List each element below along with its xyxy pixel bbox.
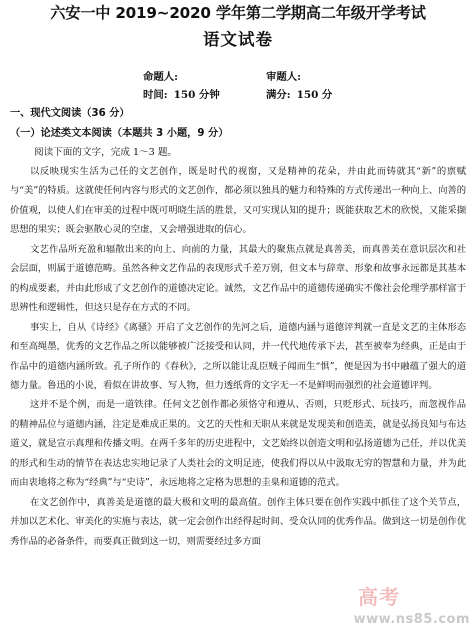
author-label: 命题人: xyxy=(143,71,179,83)
reading-instruction: 阅读下面的文字，完成 1～3 题。 xyxy=(34,147,178,158)
reviewer-label: 审题人: xyxy=(266,71,302,83)
score-value: 150 分 xyxy=(296,89,333,101)
author-field xyxy=(143,68,178,83)
passage-paragraph-3: 事实上，自从《诗经》《离骚》开启了文艺创作的先河之后，道德内涵与道德评判就一直是文艺的主体形态和至高绳墨，优秀的文艺作品之所以能够被广泛接受和认同，并一代代地传承下去，甚至被奉为经典，正是由于作品中的道德内涵所致。孔子所作的《春秋》，之所以能让乱臣贼子闻而生“惧”，便是因为书中融蕴了强大的道德力量。鲁迅的小说，看似在讲故事、写人物，但力透纸背的文字无一不是鲜明而强烈的社会道德评判。 xyxy=(10,321,466,391)
passage-paragraph-5: 在文艺创作中，真善美是道德的最大极和文明的最高值。创作主体只要在创作实践中抓住了这个关节点，并加以艺术化、审美化的实施与表达，就一定会创作出经得起时间、受众认同的优秀作品。做到这一切是创作优秀作品的必备条件，而要真正做到这一切，则需要经过多方面 xyxy=(10,496,466,547)
time-field xyxy=(143,86,220,101)
time-label: 时间: xyxy=(143,89,168,101)
score-label: 满分: xyxy=(266,89,291,101)
passage-body xyxy=(10,162,466,551)
watermark-badge: 高考 xyxy=(358,585,400,609)
watermark-url: www.ns85.com xyxy=(353,612,470,627)
section-subheading: （一）论述类文本阅读（本题共 3 小题，9 分） xyxy=(10,128,229,139)
passage-paragraph-1: 以反映现实生活为己任的文艺创作，既是时代的视窗，又是精神的花朵，并由此而铸就其“新”的禀赋与“美”的特质。这就使任何内容与形式的文艺创作，都必须以独具的魅力和特殊的方式传递出一种向上、向善的价值观，以使人们在审美的过程中既可明晓生活的胜景，又可实现认知的提升；既能获取艺术的欣悦，又能采撷思想的果实；既会驱散心灵的空虚，又会增强进取的信心。 xyxy=(10,166,466,236)
score-field xyxy=(266,86,332,101)
passage-paragraph-4: 这并不是个例，而是一道铁律。任何文艺创作都必须恪守和遵从、否则，只贬形式、玩技巧，而忽视作品的精神品位与道德内涵，注定是难成正果的。文艺的天性和天职从来就是发现美和创造美，就是弘扬良知与布达道义，就是宣示真理和传播文明。在两千多年的历史进程中，文艺始终以创造文明和弘扬道德为己任，并以优美的形式和生动的情节在表达忠实地记录了人类社会的文明足迹，使我们得以从中汲取无穷的智慧和力量，并为此而由衷地将之称为“经典”与“史诗”，永远地将之定格为思想的圭臬和道德的范式。 xyxy=(10,399,466,489)
exam-subtitle: 语文试卷 xyxy=(203,30,273,49)
reviewer-field xyxy=(266,68,301,83)
exam-title: 六安一中 2019~2020 学年第二学期高二年级开学考试 xyxy=(50,4,426,22)
passage-paragraph-2: 文艺作品所充盈和辐散出来的向上、向前的力量，其最大的聚焦点就是真善美，而真善美在意识层次和社会层面，则属于道德范畴。虽然各种文艺作品的表现形式千差万别，但文本与辞章、形象和故事永远都是其基本的构成要素，并由此形成了文艺创作的道德决定论。诚然，文艺作品中的道德传递确实不像社会伦理学那样富于思辨性和逻辑性，但这只是存在方式的不同。 xyxy=(10,243,466,314)
time-value: 150 分钟 xyxy=(173,89,220,101)
section-heading: 一、现代文阅读（36 分） xyxy=(10,108,130,119)
